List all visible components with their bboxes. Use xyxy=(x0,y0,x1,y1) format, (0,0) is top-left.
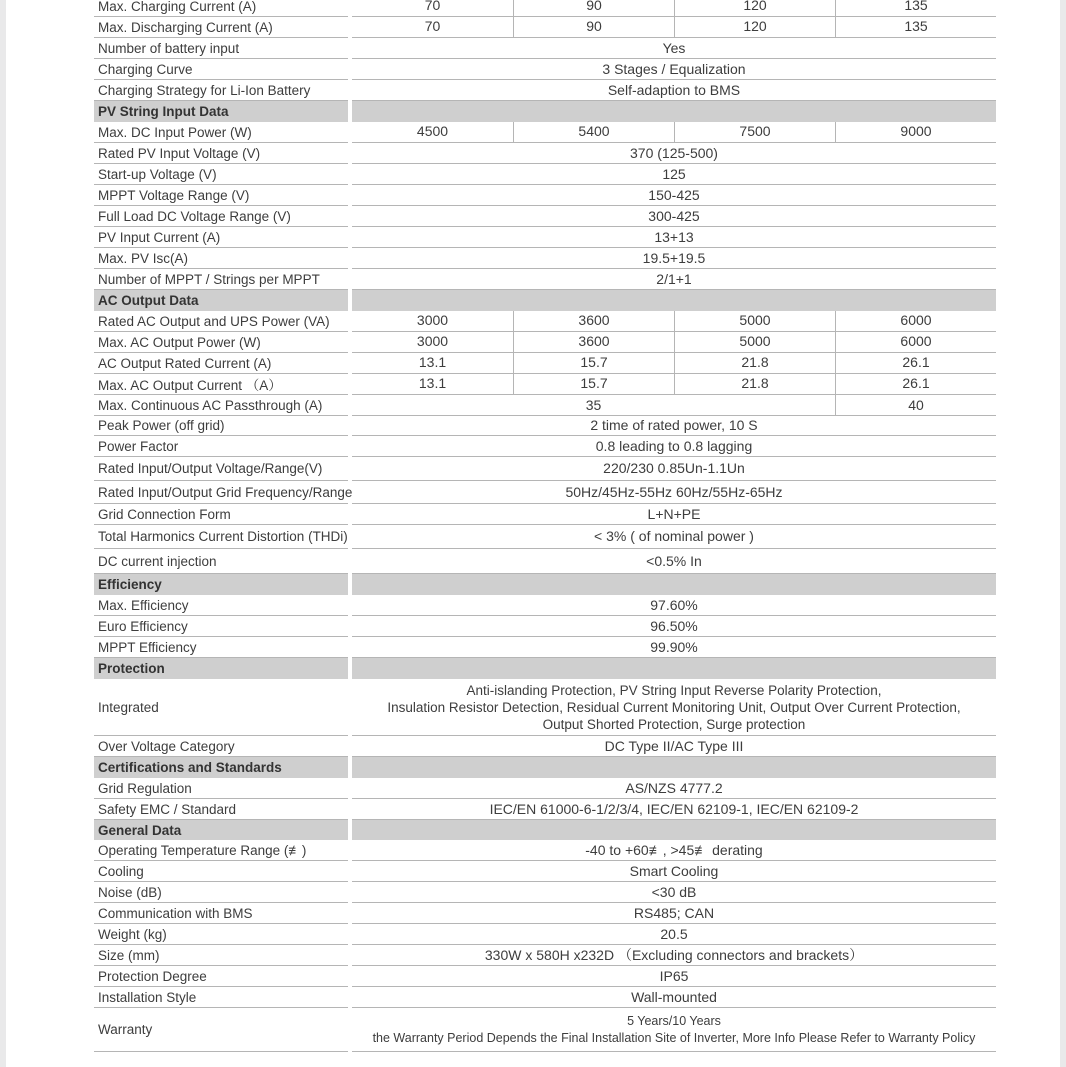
spec-values xyxy=(352,966,996,987)
spec-label: Max. Charging Current (A) xyxy=(94,0,348,17)
spec-label: Over Voltage Category xyxy=(94,736,348,757)
spec-value: AS/NZS 4777.2 xyxy=(625,779,723,796)
spec-values xyxy=(352,903,996,924)
spec-values xyxy=(352,436,996,457)
spec-row xyxy=(94,17,996,38)
spec-value: Self-adaption to BMS xyxy=(607,81,741,98)
spec-value: 40 xyxy=(835,395,996,415)
spec-row xyxy=(94,227,996,248)
spec-label: MPPT Voltage Range (V) xyxy=(94,185,348,206)
spec-row xyxy=(94,122,996,143)
spec-label: Warranty xyxy=(94,1008,348,1052)
spec-row xyxy=(94,481,996,504)
spec-label: Max. AC Output Current （A） xyxy=(94,374,348,395)
spec-value: 3600 xyxy=(513,332,674,352)
spec-value: 70 xyxy=(424,18,441,34)
section-title: AC Output Data xyxy=(94,290,348,311)
spec-value: 2 time of rated power, 10 S xyxy=(590,417,758,433)
spec-row xyxy=(94,966,996,987)
spec-values xyxy=(352,374,996,395)
spec-values xyxy=(352,820,996,840)
spec-row xyxy=(94,206,996,227)
spec-value: 2/1+1 xyxy=(656,270,692,287)
spec-values xyxy=(352,164,996,185)
spec-row xyxy=(94,616,996,637)
section-title: Protection xyxy=(94,658,348,679)
spec-values xyxy=(352,248,996,269)
spec-label: Rated PV Input Voltage (V) xyxy=(94,143,348,164)
spec-value: 50Hz/45Hz-55Hz 60Hz/55Hz-65Hz xyxy=(565,483,783,500)
spec-label: Max. Continuous AC Passthrough (A) xyxy=(94,395,348,416)
spec-value: 97.60% xyxy=(650,596,698,613)
spec-values xyxy=(352,882,996,903)
spec-values xyxy=(352,924,996,945)
spec-values xyxy=(352,59,996,80)
spec-label: Weight (kg) xyxy=(94,924,348,945)
spec-values xyxy=(352,395,996,416)
section-title: PV String Input Data xyxy=(94,101,348,122)
spec-value: 3600 xyxy=(513,311,674,331)
spec-values xyxy=(352,353,996,374)
spec-values xyxy=(352,122,996,143)
spec-values xyxy=(352,736,996,757)
section-header xyxy=(94,820,996,840)
spec-label: Noise (dB) xyxy=(94,882,348,903)
spec-label: Charging Strategy for Li-Ion Battery xyxy=(94,80,348,101)
spec-value: 96.50% xyxy=(650,617,698,634)
spec-values xyxy=(352,269,996,290)
spec-value: 3 Stages / Equalization xyxy=(602,60,746,77)
spec-value: 370 (125-500) xyxy=(630,144,718,161)
section-title: Efficiency xyxy=(94,574,348,595)
spec-row xyxy=(94,861,996,882)
spec-value: 5 Years/10 Years the Warranty Period Depends the Final Installation Site of Inverter, More Info Please Refer to Warranty Policy xyxy=(372,1013,976,1045)
spec-value: 135 xyxy=(835,0,996,16)
spec-values xyxy=(352,0,996,17)
spec-value: <30 dB xyxy=(651,883,697,900)
spec-row xyxy=(94,248,996,269)
spec-value: 7500 xyxy=(674,122,835,142)
spec-label: Charging Curve xyxy=(94,59,348,80)
spec-row xyxy=(94,269,996,290)
spec-row xyxy=(94,374,996,395)
spec-values xyxy=(352,504,996,525)
spec-values xyxy=(352,1008,996,1052)
spec-row xyxy=(94,595,996,616)
spec-row xyxy=(94,164,996,185)
spec-value: 21.8 xyxy=(674,353,835,373)
spec-label: Number of MPPT / Strings per MPPT xyxy=(94,269,348,290)
spec-value: 19.5+19.5 xyxy=(642,249,706,266)
spec-value: 120 xyxy=(674,17,835,37)
spec-row xyxy=(94,679,996,736)
spec-values xyxy=(352,525,996,549)
spec-label: Size (mm) xyxy=(94,945,348,966)
spec-value: 300-425 xyxy=(648,207,700,224)
spec-row xyxy=(94,395,996,416)
spec-row xyxy=(94,143,996,164)
spec-label: Total Harmonics Current Distortion (THDi) xyxy=(94,525,348,549)
spec-row xyxy=(94,840,996,861)
spec-values xyxy=(352,679,996,736)
spec-row xyxy=(94,882,996,903)
spec-values xyxy=(352,757,996,778)
spec-values xyxy=(352,595,996,616)
spec-value: DC Type II/AC Type III xyxy=(604,737,744,754)
spec-values xyxy=(352,637,996,658)
spec-value: 6000 xyxy=(835,311,996,331)
spec-row xyxy=(94,416,996,436)
spec-label: Euro Efficiency xyxy=(94,616,348,637)
section-header xyxy=(94,658,996,679)
spec-row xyxy=(94,549,996,574)
spec-values xyxy=(352,840,996,861)
spec-value: Anti-islanding Protection, PV String Input Reverse Polarity Protection, Insulation Resistor Detection, Residual Current Monitoring Unit, Output Over Current Protection, Output Shorted Protection, Surge protection xyxy=(387,682,961,732)
spec-label: MPPT Efficiency xyxy=(94,637,348,658)
spec-value: -40 to +60≢, >45≢ derating xyxy=(585,841,763,858)
spec-value: 135 xyxy=(835,17,996,37)
spec-label: Integrated xyxy=(94,679,348,736)
spec-values xyxy=(352,799,996,820)
spec-values xyxy=(352,143,996,164)
spec-row xyxy=(94,945,996,966)
spec-sheet xyxy=(6,0,1060,1067)
spec-value: 120 xyxy=(674,0,835,16)
spec-value: Smart Cooling xyxy=(629,862,719,879)
spec-values xyxy=(352,987,996,1008)
spec-value: 0.8 leading to 0.8 lagging xyxy=(595,437,753,454)
spec-label: Full Load DC Voltage Range (V) xyxy=(94,206,348,227)
spec-values xyxy=(352,206,996,227)
section-header xyxy=(94,101,996,122)
spec-label: Installation Style xyxy=(94,987,348,1008)
spec-row xyxy=(94,59,996,80)
spec-label: DC current injection xyxy=(94,549,348,574)
spec-value: 5000 xyxy=(674,332,835,352)
spec-label: Cooling xyxy=(94,861,348,882)
spec-value: < 3% ( of nominal power ) xyxy=(594,528,754,544)
spec-label: Max. Discharging Current (A) xyxy=(94,17,348,38)
spec-label: Safety EMC / Standard xyxy=(94,799,348,820)
spec-values xyxy=(352,945,996,966)
spec-value: 3000 xyxy=(416,312,449,328)
spec-values xyxy=(352,481,996,504)
spec-value: 90 xyxy=(513,0,674,16)
spec-label: Grid Connection Form xyxy=(94,504,348,525)
spec-value: 125 xyxy=(662,165,686,182)
spec-value: 35 xyxy=(585,396,602,413)
spec-value: 5000 xyxy=(674,311,835,331)
spec-value: Wall-mounted xyxy=(631,988,717,1005)
spec-row xyxy=(94,185,996,206)
spec-label: Max. AC Output Power (W) xyxy=(94,332,348,353)
spec-values xyxy=(352,416,996,436)
spec-row xyxy=(94,504,996,525)
spec-values xyxy=(352,290,996,311)
spec-value: 6000 xyxy=(835,332,996,352)
spec-label: Max. DC Input Power (W) xyxy=(94,122,348,143)
spec-values xyxy=(352,616,996,637)
spec-row xyxy=(94,80,996,101)
spec-value: Yes xyxy=(662,39,686,56)
spec-row xyxy=(94,311,996,332)
spec-row xyxy=(94,987,996,1008)
spec-label: Start-up Voltage (V) xyxy=(94,164,348,185)
spec-values xyxy=(352,227,996,248)
spec-values xyxy=(352,457,996,481)
spec-label: Rated Input/Output Voltage/Range(V) xyxy=(94,457,348,481)
spec-value: 13.1 xyxy=(418,354,447,370)
spec-value: 220/230 0.85Un-1.1Un xyxy=(603,460,745,476)
spec-row xyxy=(94,457,996,481)
spec-values xyxy=(352,38,996,59)
spec-value: 5400 xyxy=(513,122,674,142)
spec-label: AC Output Rated Current (A) xyxy=(94,353,348,374)
spec-row xyxy=(94,0,996,17)
section-title: Certifications and Standards xyxy=(94,757,348,778)
spec-label: Protection Degree xyxy=(94,966,348,987)
spec-value: 70 xyxy=(424,0,441,13)
spec-value: 15.7 xyxy=(513,374,674,394)
spec-values xyxy=(352,861,996,882)
spec-value: 150-425 xyxy=(648,186,700,203)
spec-values xyxy=(352,549,996,574)
spec-values xyxy=(352,17,996,38)
spec-value: 99.90% xyxy=(650,638,698,655)
spec-value: 26.1 xyxy=(835,374,996,394)
section-header xyxy=(94,757,996,778)
section-header xyxy=(94,574,996,595)
spec-value: <0.5% In xyxy=(646,552,702,569)
spec-value: 330W x 580H x232D （Excluding connectors and brackets） xyxy=(484,946,864,963)
spec-values xyxy=(352,185,996,206)
spec-values xyxy=(352,332,996,353)
spec-values xyxy=(352,101,996,122)
spec-values xyxy=(352,778,996,799)
spec-row xyxy=(94,38,996,59)
spec-label: Power Factor xyxy=(94,436,348,457)
spec-value: IP65 xyxy=(659,967,689,984)
spec-value: 13.1 xyxy=(418,375,447,391)
spec-row xyxy=(94,332,996,353)
spec-values xyxy=(352,574,996,595)
spec-value: IEC/EN 61000-6-1/2/3/4, IEC/EN 62109-1, IEC/EN 62109-2 xyxy=(489,800,859,817)
spec-label: Rated Input/Output Grid Frequency/Range xyxy=(94,481,348,504)
spec-value: 13+13 xyxy=(654,228,694,245)
spec-label: Operating Temperature Range (≢) xyxy=(94,840,348,861)
section-header xyxy=(94,290,996,311)
spec-label: Max. PV Isc(A) xyxy=(94,248,348,269)
spec-label: Number of battery input xyxy=(94,38,348,59)
spec-row xyxy=(94,353,996,374)
spec-label: Peak Power (off grid) xyxy=(94,416,348,436)
spec-label: Rated AC Output and UPS Power (VA) xyxy=(94,311,348,332)
spec-label: Grid Regulation xyxy=(94,778,348,799)
spec-values xyxy=(352,311,996,332)
spec-row xyxy=(94,525,996,549)
spec-label: Max. Efficiency xyxy=(94,595,348,616)
spec-row xyxy=(94,778,996,799)
spec-value: 21.8 xyxy=(674,374,835,394)
spec-value: RS485; CAN xyxy=(633,904,715,921)
spec-value: 9000 xyxy=(835,122,996,142)
spec-value: 3000 xyxy=(416,333,449,349)
spec-value: 26.1 xyxy=(835,353,996,373)
spec-row xyxy=(94,637,996,658)
spec-value: L+N+PE xyxy=(647,505,701,522)
spec-values xyxy=(352,658,996,679)
spec-row xyxy=(94,436,996,457)
section-title: General Data xyxy=(94,820,348,840)
spec-row xyxy=(94,1008,996,1052)
spec-values xyxy=(352,80,996,101)
spec-row xyxy=(94,903,996,924)
spec-row xyxy=(94,799,996,820)
spec-row xyxy=(94,736,996,757)
spec-value: 90 xyxy=(513,17,674,37)
spec-value: 20.5 xyxy=(660,925,688,942)
spec-label: PV Input Current (A) xyxy=(94,227,348,248)
spec-value: 15.7 xyxy=(513,353,674,373)
spec-row xyxy=(94,924,996,945)
spec-label: Communication with BMS xyxy=(94,903,348,924)
spec-value: 4500 xyxy=(416,123,449,139)
